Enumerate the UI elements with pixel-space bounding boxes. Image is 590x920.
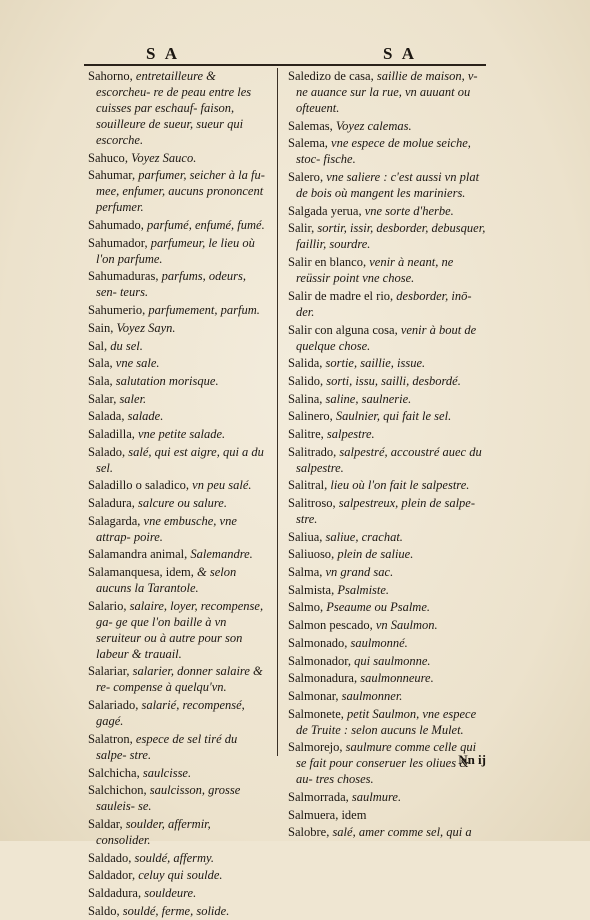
entry-gloss: Psalmiste. <box>337 582 390 597</box>
entry-headword: Salero <box>288 170 320 185</box>
dictionary-entry: Sahumaduras, parfums, odeurs, sen- teurs. <box>88 269 246 300</box>
dictionary-entry: Salema, vne espece de molue seiche, stoc- fische. <box>288 136 471 167</box>
entry-gloss: saulmonneure. <box>360 671 434 686</box>
dictionary-entry: Sala, vne sale. <box>88 356 160 371</box>
entry-gloss: vne petite salade. <box>138 426 226 441</box>
dictionary-entry: Salariar, salarier, donner salaire & re- compense à quelqu'vn. <box>88 664 263 695</box>
entry-headword: Salmista <box>288 582 332 597</box>
dictionary-entry: Salmonar, saulmonner. <box>288 688 403 703</box>
right-column <box>288 68 486 842</box>
entry-gloss: vne embusche, vne attrap- poire. <box>96 513 237 544</box>
entry-headword: Salamanquesa, idem <box>88 565 191 580</box>
entry-gloss: salaire, loyer, recompense, ga- ge que l'on baille à vn seruiteur ou à autre pour son labeur & trauail. <box>96 598 264 661</box>
entry-headword: Sala <box>88 356 110 371</box>
entry-headword: Saliua <box>288 529 320 544</box>
entry-headword: Salchichon <box>88 783 144 798</box>
entry-gloss: salade. <box>127 409 164 424</box>
dictionary-entry: Salado, salé, qui est aigre, qui a du sel. <box>88 444 264 475</box>
entry-gloss: du sel. <box>110 338 143 353</box>
entry-headword: Salmon pescado <box>288 618 370 633</box>
entry-headword: Salada <box>88 409 122 424</box>
entry-gloss: desborder, inō- der. <box>296 288 472 319</box>
entry-headword: Salchicha <box>88 765 137 780</box>
entry-gloss: lieu où l'on fait le salpestre. <box>330 478 470 493</box>
entry-headword: Salmonar <box>288 688 336 703</box>
entry-gloss: saulmure. <box>351 789 402 804</box>
entry-gloss: vn Saulmon. <box>375 618 438 633</box>
entry-headword: Salatron <box>88 731 130 746</box>
entry-gloss: Salemandre. <box>190 547 253 562</box>
entry-headword: Salma <box>288 565 320 580</box>
dictionary-entry: Salamandra animal, Salemandre. <box>88 547 253 562</box>
dictionary-entry: Salmorrada, saulmure. <box>288 789 402 804</box>
dictionary-entry: Sahumador, parfumeur, le lieu où l'on parfume. <box>88 235 255 266</box>
dictionary-entry: Salma, vn grand sac. <box>288 565 394 580</box>
entry-gloss: Pseaume ou Psalme. <box>326 600 430 615</box>
entry-headword: Salmonado <box>288 635 345 650</box>
header-rule <box>84 64 486 66</box>
dictionary-entry: Salmonado, saulmonné. <box>288 635 408 650</box>
dictionary-entry: Salario, salaire, loyer, recompense, ga- ge que l'on baille à vn seruiteur ou à autre pour son labeur & trauail. <box>88 598 264 661</box>
dictionary-entry: Sahumerio, parfumement, parfum. <box>88 303 260 318</box>
dictionary-entry: Salobre, salé, amer comme sel, qui a <box>288 825 472 840</box>
entry-gloss: vn peu salé. <box>192 478 252 493</box>
entry-headword: Saldador <box>88 868 132 883</box>
entry-headword: Salariado <box>88 698 136 713</box>
entry-headword: Saldado <box>88 850 129 865</box>
entry-gloss: saline, saulnerie. <box>325 391 412 406</box>
entry-headword: Salmonadura <box>288 671 354 686</box>
entry-headword: Salado <box>88 444 123 459</box>
dictionary-entry: Saldadura, souldeure. <box>88 885 197 900</box>
running-head-right: S A <box>383 44 418 63</box>
entry-gloss: salpestreux, plein de salpe- stre. <box>296 496 476 526</box>
entry-headword: Salariar <box>88 664 127 679</box>
entry-headword: Salar <box>88 391 114 406</box>
entry-headword: Salida <box>288 356 320 371</box>
entry-headword: Sahuco <box>88 150 125 165</box>
entry-headword: Sahorno <box>88 69 130 83</box>
dictionary-entry: Salida, sortie, saillie, issue. <box>288 356 426 371</box>
dictionary-entry: Sala, salutation morisque. <box>88 373 219 388</box>
entry-gloss: parfumement, parfum. <box>148 303 260 318</box>
entry-headword: Salitre <box>288 426 321 441</box>
dictionary-entry: Salmorejo, saulmure comme celle qui se fait pour conseruer les oliues & au- tres choses. <box>288 740 477 787</box>
dictionary-entry <box>288 807 486 823</box>
dictionary-entry: Salariado, salarié, recompensé, gagé. <box>88 698 245 729</box>
entry-gloss: espece de sel tiré du salpe- stre. <box>96 731 238 762</box>
dictionary-entry: Saldo, souldé, ferme, solide. <box>88 903 230 918</box>
dictionary-entry: Salchicha, saulcisse. <box>88 765 192 780</box>
entry-headword: Salobre <box>288 825 327 840</box>
dictionary-entry: Sahumado, parfumé, enfumé, fumé. <box>88 218 265 233</box>
entry-gloss: Voyez Sayn. <box>116 320 176 335</box>
entry-gloss: Voyez Sauco. <box>131 150 197 165</box>
entry-headword: Salina <box>288 391 320 406</box>
dictionary-entry: Salgada yerua, vne sorte d'herbe. <box>288 203 454 218</box>
entry-headword: Salamandra animal <box>88 547 185 562</box>
entry-gloss: parfumé, enfumé, fumé. <box>147 218 265 233</box>
dictionary-entry: Sal, du sel. <box>88 338 143 353</box>
entry-headword: Salmonador <box>288 653 348 668</box>
dictionary-entry: Salero, vne saliere : c'est aussi vn plat de bois où mangent les mariniers. <box>288 170 480 201</box>
entry-headword: Saldo <box>88 903 117 918</box>
entry-gloss: vne sorte d'herbe. <box>364 203 454 218</box>
entry-gloss: sortir, issir, desborder, debusquer, faillir, sourdre. <box>296 221 486 252</box>
dictionary-entry: Salamanquesa, idem, & selon aucuns la Tarantole. <box>88 565 237 596</box>
entry-headword: Saladilla <box>88 426 132 441</box>
entry-gloss: celuy qui soulde. <box>138 868 223 883</box>
entry-gloss: soulder, affermir, consolider. <box>96 816 211 847</box>
dictionary-entry: Saliuoso, plein de saliue. <box>288 547 414 562</box>
dictionary-entry: Saliua, saliue, crachat. <box>288 529 403 544</box>
entry-gloss: saulmonner. <box>341 688 403 703</box>
dictionary-entry: Salitrado, salpestré, accoustré auec du salpestre. <box>288 444 482 475</box>
entry-gloss: venir à bout de quelque chose. <box>296 322 477 353</box>
entry-headword: Salitrado <box>288 444 334 459</box>
entry-headword: Saliuoso <box>288 547 332 562</box>
dictionary-entry: Salina, saline, saulnerie. <box>288 391 412 406</box>
dictionary-entry: Sain, Voyez Sayn. <box>88 320 176 335</box>
left-column <box>88 68 266 920</box>
entry-gloss: Saulnier, qui fait le sel. <box>335 409 452 424</box>
entry-headword: Salido <box>288 373 320 388</box>
dictionary-entry: Salmon pescado, vn Saulmon. <box>288 618 438 633</box>
dictionary-entry: Sahuco, Voyez Sauco. <box>88 150 197 165</box>
dictionary-entry: Salitroso, salpestreux, plein de salpe- stre. <box>288 496 476 526</box>
dictionary-entry: Sahumar, parfumer, seicher à la fu- mee, enfumer, aucuns prononcent perfumer. <box>88 168 265 215</box>
entry-gloss: salpestré, accoustré auec du salpestre. <box>296 444 482 475</box>
entry-headword: Salinero <box>288 409 330 424</box>
dictionary-entry: Salagarda, vne embusche, vne attrap- poire. <box>88 513 237 544</box>
dictionary-entry: Salinero, Saulnier, qui fait le sel. <box>288 409 452 424</box>
entry-gloss: souldeure. <box>144 885 197 900</box>
entry-gloss: salutation morisque. <box>115 373 219 388</box>
dictionary-entry: Salada, salade. <box>88 409 164 424</box>
entry-headword: Saladillo o saladico <box>88 478 186 493</box>
dictionary-entry: Salmonador, qui saulmonne. <box>288 653 431 668</box>
entry-gloss: parfumer, seicher à la fu- mee, enfumer, aucuns prononcent perfumer. <box>96 168 265 215</box>
dictionary-entry: Salitral, lieu où l'on fait le salpestre. <box>288 478 470 493</box>
dictionary-entry: Salatron, espece de sel tiré du salpe- stre. <box>88 731 238 762</box>
entry-headword: Sal <box>88 338 104 353</box>
entry-headword: Salagarda <box>88 513 138 528</box>
entry-headword: Salir de madre el rio <box>288 288 391 303</box>
dictionary-entry: Salmonadura, saulmonneure. <box>288 671 434 686</box>
dictionary-entry: Saldador, celuy qui soulde. <box>88 868 223 883</box>
dictionary-entry: Salido, sorti, issu, sailli, desbordé. <box>288 373 461 388</box>
dictionary-entry: Salir, sortir, issir, desborder, debusquer, faillir, sourdre. <box>288 221 486 252</box>
entry-gloss: salé, qui est aigre, qui a du sel. <box>96 444 264 475</box>
entry-headword: Salmorejo <box>288 740 340 755</box>
catchword: Nn ij <box>458 752 486 767</box>
entry-gloss: salpestre. <box>326 426 375 441</box>
entry-gloss: souldé, affermy. <box>134 850 215 865</box>
entry-gloss: & selon aucuns la Tarantole. <box>96 565 237 596</box>
dictionary-entry: Saldar, soulder, affermir, consolider. <box>88 816 211 847</box>
entry-gloss: vne sale. <box>115 356 160 371</box>
entry-gloss: salé, amer comme sel, qui a <box>332 825 472 840</box>
dictionary-entry: Saledizo de casa, saillie de maison, v- ne auance sur la rue, vn auuant ou ofteuent. <box>288 69 478 115</box>
dictionary-entry: Salemas, Voyez calemas. <box>288 118 412 133</box>
entry-headword: Sala <box>88 373 110 388</box>
entry-headword: Saledizo de casa <box>288 69 371 83</box>
entry-headword: Salema <box>288 136 325 151</box>
dictionary-entry: Sahorno, entretailleure & escorcheu- re de peau entre les cuisses par eschauf- faison, souilleure de sueur, sueur qui escorche. <box>88 69 252 147</box>
entry-gloss: vne espece de molue seiche, stoc- fische. <box>296 136 471 167</box>
entry-gloss: vne saliere : c'est aussi vn plat de bois où mangent les mariniers. <box>296 170 480 201</box>
dictionary-entry: Salmista, Psalmiste. <box>288 582 390 597</box>
entry-gloss: sorti, issu, sailli, desbordé. <box>326 373 461 388</box>
entry-headword: Saladura <box>88 496 132 510</box>
running-head-left: S A <box>146 44 181 63</box>
entry-headword: Saldadura <box>88 885 138 900</box>
entry-gloss: venir à neant, ne reüssir point vne chose. <box>296 255 454 286</box>
entry-gloss: plein de saliue. <box>337 547 414 562</box>
entry-gloss: saillie de maison, v- ne auance sur la rue, vn auuant ou ofteuent. <box>296 69 478 115</box>
running-head <box>0 44 590 66</box>
entry-gloss: saulcisse. <box>142 765 192 780</box>
entry-headword: Salitroso <box>288 496 333 510</box>
entry-gloss: saler. <box>119 391 147 406</box>
dictionary-entry: Saladillo o saladico, vn peu salé. <box>88 478 252 493</box>
dictionary-entry: Salmonete, petit Saulmon, vne espece de Truite : selon aucuns le Mulet. <box>288 706 477 737</box>
entry-headword: Salir con alguna cosa <box>288 322 395 337</box>
entry-gloss: saulmure comme celle qui se fait pour conseruer les oliues & au- tres choses. <box>296 740 477 787</box>
dictionary-entry: Salir con alguna cosa, venir à bout de quelque chose. <box>288 322 477 353</box>
dictionary-entry: Saladura, salcure ou salure. <box>88 496 227 510</box>
dictionary-entry: Salmo, Pseaume ou Psalme. <box>288 600 430 615</box>
entry-gloss: petit Saulmon, vne espece de Truite : selon aucuns le Mulet. <box>296 706 477 737</box>
entry-gloss: parfumeur, le lieu où l'on parfume. <box>96 235 255 266</box>
entry-gloss: salarié, recompensé, gagé. <box>96 698 245 729</box>
dictionary-entry: Salir de madre el rio, desborder, inō- der. <box>288 288 472 319</box>
entry-headword: Salir <box>288 221 312 236</box>
dictionary-entry: Salir en blanco, venir à neant, ne reüssir point vne chose. <box>288 255 454 286</box>
entry-gloss: saliue, crachat. <box>325 529 403 544</box>
entry-headword: Salmo <box>288 600 320 615</box>
entry-gloss: sortie, saillie, issue. <box>325 356 426 371</box>
entry-headword: Salmonete <box>288 706 341 721</box>
dictionary-entry: Saladilla, vne petite salade. <box>88 426 226 441</box>
entry-gloss: parfums, odeurs, sen- teurs. <box>96 269 246 300</box>
entry-gloss: saulmonné. <box>350 635 408 650</box>
entry-headword: Saldar <box>88 816 120 831</box>
column-divider <box>277 68 278 756</box>
entry-gloss: entretailleure & escorcheu- re de peau entre les cuisses par eschauf- faison, souilleure de sueur, sueur qui escorche. <box>96 69 252 147</box>
entry-headword: Salir en blanco <box>288 255 363 270</box>
dictionary-entry: Salitre, salpestre. <box>288 426 375 441</box>
entry-gloss: souldé, ferme, solide. <box>122 903 230 918</box>
entry-headword: Salmorrada <box>288 789 346 804</box>
entry-headword: Sahumado <box>88 218 141 233</box>
entry-headword: Salario <box>88 598 124 613</box>
entry-gloss: vn grand sac. <box>325 565 394 580</box>
entry-gloss: qui saulmonne. <box>354 653 431 668</box>
entry-headword: Sahumaduras <box>88 269 156 284</box>
entry-headword: Salemas <box>288 118 330 133</box>
entry-headword: Salmuera, idem <box>288 807 367 822</box>
dictionary-entry: Salar, saler. <box>88 391 147 406</box>
entry-headword: Salitral <box>288 478 325 493</box>
entry-gloss: Voyez calemas. <box>335 118 412 133</box>
entry-headword: Salgada yerua <box>288 203 359 218</box>
dictionary-entry: Salchichon, saulcisson, grosse sauleis- se. <box>88 783 241 814</box>
entry-gloss: saulcisson, grosse sauleis- se. <box>96 783 241 814</box>
entry-gloss: salcure ou salure. <box>137 496 227 510</box>
entry-headword: Sain <box>88 320 111 335</box>
entry-headword: Sahumar <box>88 168 132 183</box>
entry-headword: Sahumerio <box>88 303 143 318</box>
entry-headword: Sahumador <box>88 235 145 250</box>
dictionary-entry: Saldado, souldé, affermy. <box>88 850 215 865</box>
entry-gloss: salarier, donner salaire & re- compense à quelqu'vn. <box>96 664 263 695</box>
